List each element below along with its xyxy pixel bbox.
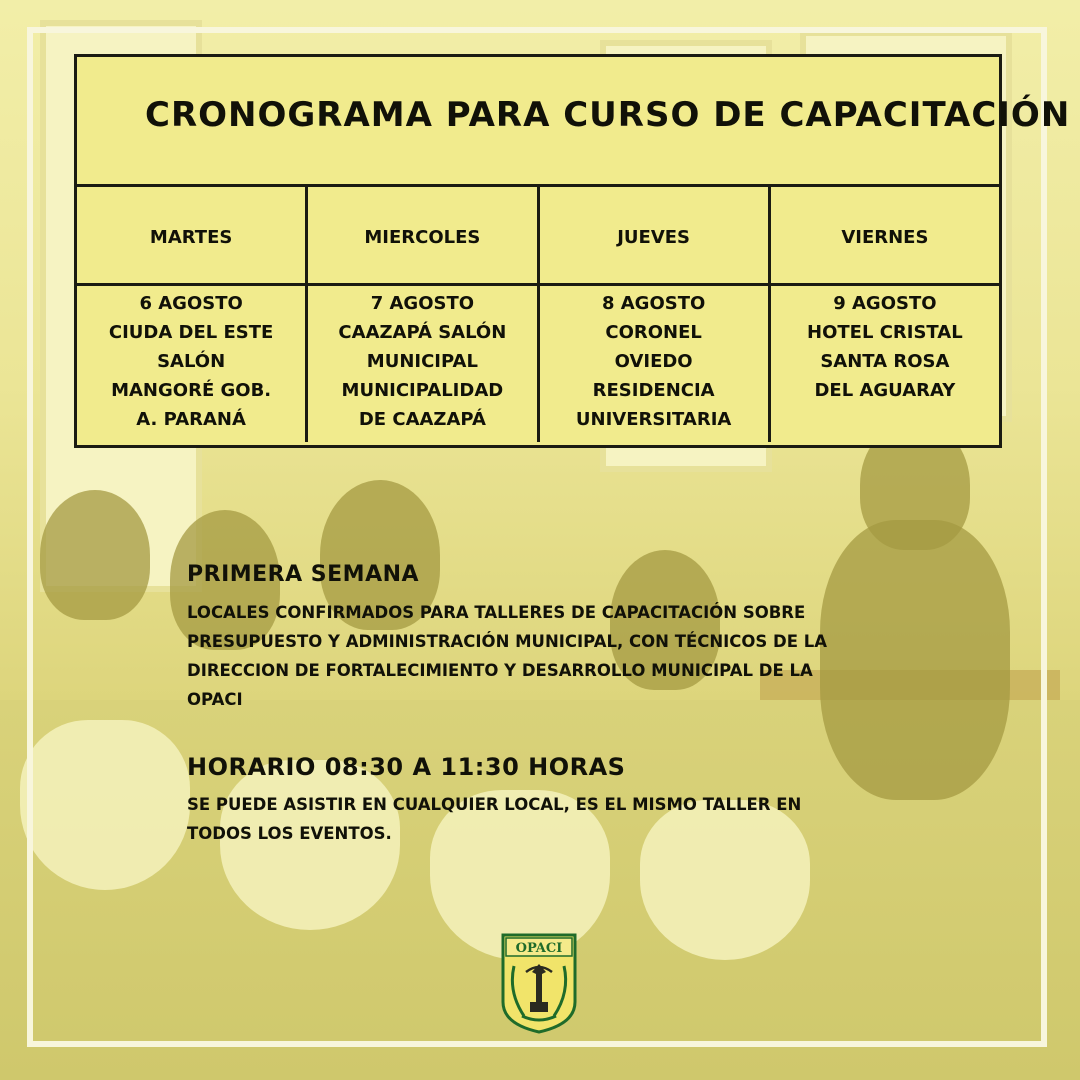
venue-line: 7 AGOSTO [370,293,475,314]
venue-line: OVIEDO [614,351,693,372]
logo-wordmark: OPACI [515,941,563,956]
hours-heading: HORARIO 08:30 A 11:30 HORAS [187,753,626,781]
schedule-title: CRONOGRAMA PARA CURSO DE CAPACITACIÓN [145,95,1071,135]
day-header-tuesday: MARTES [77,187,308,283]
venue-line: A. PARANÁ [136,409,246,430]
week-heading: PRIMERA SEMANA [187,562,420,587]
description-line: OPACI [187,690,243,709]
description-line: TODOS LOS EVENTOS. [187,824,392,843]
venue-line: MUNICIPAL [366,351,478,372]
venue-row [77,286,999,442]
venue-cell-thursday [540,286,771,442]
venue-line: DEL AGUARAY [814,380,956,401]
opaci-logo [500,932,578,1034]
schedule-table [74,54,1071,448]
hours-description [187,790,837,848]
venue-line: SALÓN [157,351,226,372]
venue-cell-tuesday [77,286,308,442]
venue-line: HOTEL CRISTAL [807,322,963,343]
venue-line: SANTA ROSA [820,351,950,372]
day-header-wednesday: MIERCOLES [308,187,539,283]
venue-line: CAAZAPÁ SALÓN [338,322,507,343]
description-line: LOCALES CONFIRMADOS PARA TALLERES DE CAPACITACIÓN SOBRE [187,603,806,622]
title-cell [77,57,1071,187]
venue-line: 8 AGOSTO [601,293,706,314]
venue-line: MUNICIPALIDAD [341,380,504,401]
description-line: SE PUEDE ASISTIR EN CUALQUIER LOCAL, ES EL MISMO TALLER EN [187,795,802,814]
venue-cell-friday [771,286,999,442]
description-line: PRESUPUESTO Y ADMINISTRACIÓN MUNICIPAL, CON TÉCNICOS DE LA [187,632,828,651]
venue-line: RESIDENCIA [592,380,715,401]
venue-cell-wednesday [308,286,539,442]
venue-line: UNIVERSITARIA [575,409,732,430]
venue-line: CIUDA DEL ESTE [108,322,274,343]
venue-line: DE CAAZAPÁ [358,409,486,430]
day-header-friday: VIERNES [841,227,929,248]
description-line: DIRECCION DE FORTALECIMIENTO Y DESARROLLO MUNICIPAL DE LA [187,661,813,680]
venue-line: CORONEL [605,322,702,343]
venue-line: MANGORÉ GOB. [111,380,272,401]
venue-line: 6 AGOSTO [139,293,243,314]
day-header-row [77,187,999,286]
week-description [187,598,847,714]
day-header-thursday: JUEVES [540,187,771,283]
venue-line: 9 AGOSTO [833,293,937,314]
